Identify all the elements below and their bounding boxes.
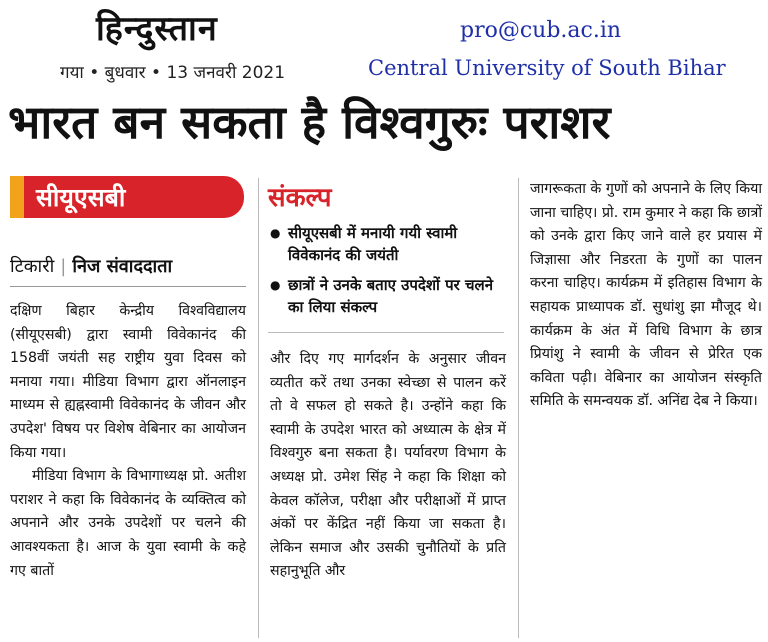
column-divider xyxy=(258,178,259,638)
university-name: Central University of South Bihar xyxy=(368,56,726,80)
sidebar-title: संकल्प xyxy=(268,183,332,213)
byline xyxy=(10,254,172,278)
article-paragraph: मीडिया विभाग के विभागाध्यक्ष प्रो. अतीश पराशर ने कहा कि विवेकानंद के व्यक्तित्व को अपनाने और उनके उपदेशों पर चलने की आवश्यकता है। आज के युवा स्वामी के कहे गए बातों xyxy=(10,468,246,579)
byline-place: टिकारी xyxy=(10,256,55,277)
article-column-3 xyxy=(530,178,762,414)
contact-email: pro@cub.ac.in xyxy=(460,18,622,43)
article-paragraph: और दिए गए मार्गदर्शन के अनुसार जीवन व्यतीत करें तथा उनका स्वेच्छा से पालन करें तो वे सफल हो सकते है। उन्होंने कहा कि स्वामी के उपदेश भारत को अध्यात्म के क्षेत्र में विश्वगुरु बना सकता है। पर्यावरण विभाग के अध्यक्ष प्रो. उमेश सिंह ने कहा कि शिक्षा को केवल कॉलेज, परीक्षा और परीक्षाओं में प्राप्त अंकों पर केंद्रित नहीं किया जा सकता है। लेकिन समाज और उसकी चुनौतियों के प्रति सहानुभूति और xyxy=(270,351,506,580)
article-paragraph: जागरूकता के गुणों को अपनाने के लिए किया जाना चाहिए। प्रो. राम कुमार ने कहा कि छात्रों को उनके द्वारा किए जाने वाले हर प्रयास में जिज्ञासा और निडरता के गुणों का पालन करना चाहिए। कार्यक्रम में इतिहास विभाग के सहायक प्राध्यापक डॉ. सुधांशु झा मौजूद थे। कार्यक्रम के अंत में विधि विभाग के छात्र प्रियांशु ने स्वामी के जीवन से प्रेरित एक कविता पढ़ी। वेबिनार का आयोजन संस्कृति समिति के समन्वयक डॉ. अनिंद्य देब ने किया। xyxy=(530,181,762,410)
section-tag-accent xyxy=(10,176,24,218)
byline-separator: | xyxy=(60,256,67,277)
sidebar-bullet: ● सीयूएसबी में मनायी गयी स्वामी विवेकानंद की जयंती xyxy=(268,222,504,266)
article-paragraph: दक्षिण बिहार केन्द्रीय विश्वविद्यालय (सीयूएसबी) द्वारा स्वामी विवेकानंद की 158वीं जयंती सह राष्ट्रीय युवा दिवस को मनाया गया। मीडिया विभाग द्वारा ऑनलाइन माध्यम से ह्यह्नस्वामी विवेकानंद के जीवन और उपदेश' विषय पर विशेष वेबिनार का आयोजन किया गया। xyxy=(10,303,246,461)
byline-reporter: निज संवाददाता xyxy=(72,256,173,277)
newspaper-masthead: हिन्दुस्तान xyxy=(96,9,218,49)
byline-divider xyxy=(10,286,246,287)
column-divider xyxy=(518,178,519,638)
article-headline: भारत बन सकता है विश्वगुरुः पराशर xyxy=(8,95,611,149)
sidebar-divider xyxy=(268,332,504,333)
section-tag-label: सीयूएसबी xyxy=(36,183,126,212)
dateline: गया • बुधवार • 13 जनवरी 2021 xyxy=(60,63,286,83)
sidebar-bullets xyxy=(268,222,504,326)
section-tag xyxy=(10,176,244,218)
article-column-1 xyxy=(10,300,246,583)
sidebar-bullet: ● छात्रों ने उनके बताए उपदेशों पर चलने का लिया संकल्प xyxy=(268,274,504,318)
article-column-2 xyxy=(270,348,506,584)
